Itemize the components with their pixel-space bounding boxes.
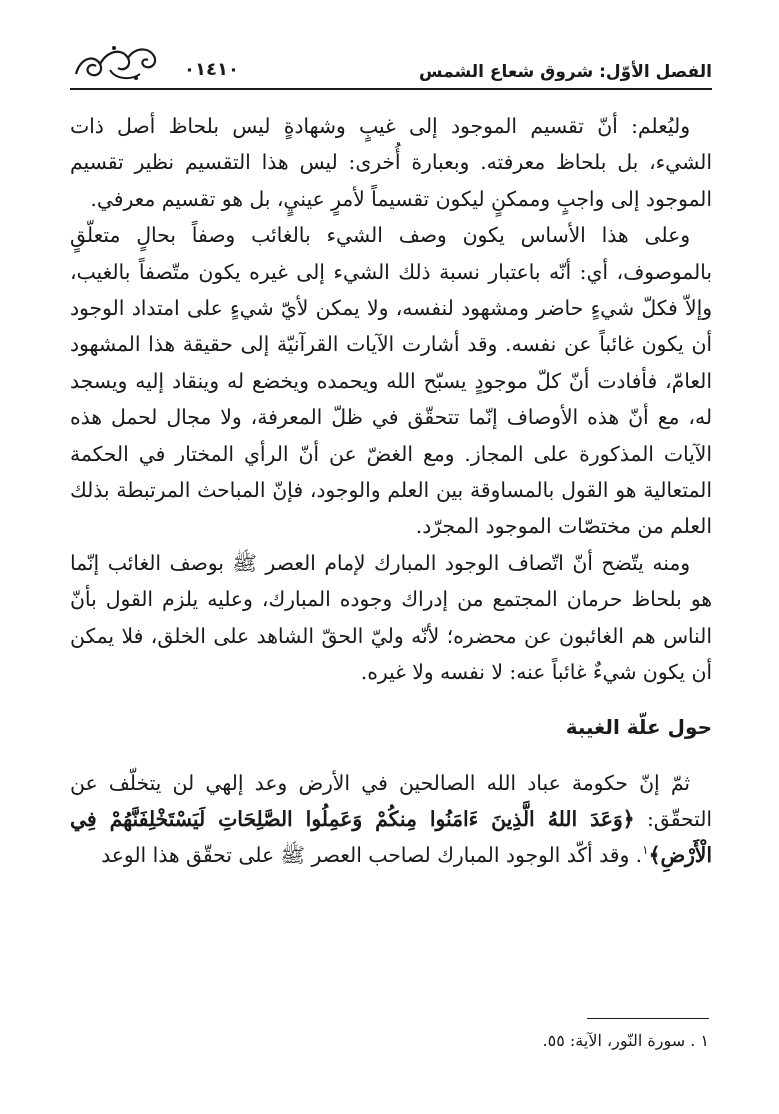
paragraph: وليُعلم: أنّ تقسيم الموجود إلى غيبٍ وشهادةٍ ليس بلحاظ أصل ذات الشيء، بل بلحاظ معرفته. وبعبارة أُخرى: ليس هذا التقسيم نظير تقسيم الموجود إلى واجبٍ وممكنٍ ليكون تقسيماً لأمرٍ عينيٍ، بل هو تقسيم معرفي. [70,114,712,211]
paragraph [70,765,712,874]
section-heading: حول علّة الغيبة [565,714,712,739]
paragraph-text: . وقد أكّد الوجود المبارك لصاحب العصر ﷺ على تحقّق هذا الوعد [101,843,643,868]
chapter-title: الفصل الأوّل: شروق شعاع الشمس [419,62,712,82]
header-ornament-icon [70,40,162,86]
footnote: ١ . سورة النّور، الآية: ٥٥. [542,1031,709,1050]
page-number: ۰١٤١۰ [184,59,239,80]
main-text [70,108,712,874]
footnote-rule [587,1018,709,1019]
quran-verse: ﴿وَعَدَ اللهُ الَّذِينَ ءَامَنُوا مِنكُمْ وَعَمِلُوا الصَّلِحَاتِ لَيَسْتَخْلِفَنَّهُمْ فِي الْأَرْضِ﴾ [70,806,712,868]
header-rule [70,88,712,90]
footnote-reference[interactable]: ١ [642,843,649,858]
page-header [70,40,712,88]
paragraph: ومنه يتّضح أنّ اتّصاف الوجود المبارك لإمام العصر ﷺ بوصف الغائب إنّما هو بلحاظ حرمان المجتمع من إدراك وجوده المبارك، وعليه يلزم القول بأنّ الناس هم الغائبون عن محضره؛ لأنّه وليّ الحقّ الشاهد على الخلق، فلا يمكن أن يكون شيءٌ غائباً عنه: لا نفسه ولا غيره. [70,550,712,685]
paragraph: وعلى هذا الأساس يكون وصف الشيء بالغائب وصفاً بحالٍ متعلّقٍ بالموصوف، أي: أنّه باعتبار نسبة ذلك الشيء إلى غيره يكون متّصفاً بالغيب، وإلاّ فكلّ شيءٍ حاضر ومشهود لنفسه، ولا يمكن لأيّ شيءٍ على امتداد الوجود أن يكون غائباً عن نفسه. وقد أشارت الآيات القرآنيّة إلى حقيقة هذا المشهود العامّ، فأفادت أنّ كلّ موجودٍ يسبّح الله ويحمده ويخضع له وينقاد إليه ويسجد له، مع أنّ هذه الأوصاف إنّما تتحقّق في ظلّ المعرفة، ولا مجال لحمل هذه الآيات المذكورة على المجاز. ومع الغضّ عن أنّ الرأي المختار في الحكمة المتعالية هو القول بالمساوقة بين العلم والوجود، فإنّ المباحث المرتبطة بذلك العلم من مختصّات الموجود المجرّد. [70,223,712,539]
paragraph-text: ثمّ إنّ حكومة عباد الله الصالحين في الأرض وعد إلهي لن يتخلّف عن التحقّق: [70,770,713,831]
